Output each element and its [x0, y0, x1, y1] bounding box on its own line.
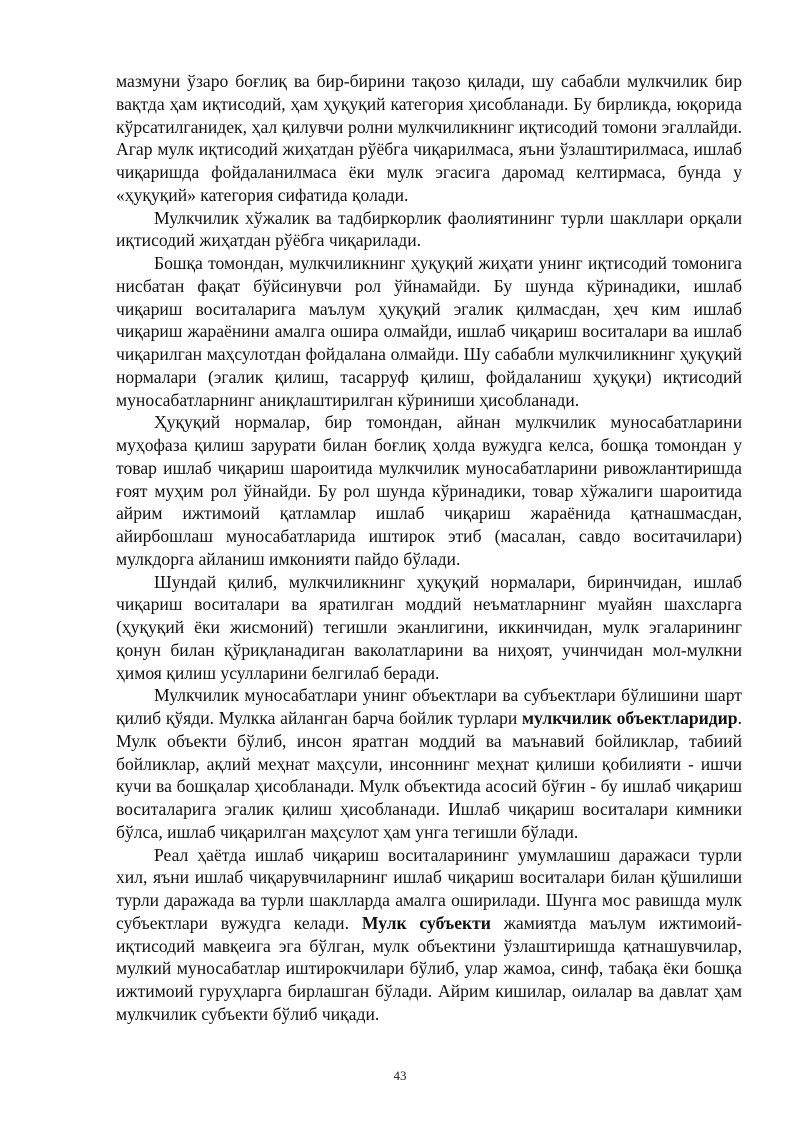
paragraph-text: Ҳуқуқий нормалар, бир томондан, айнан мулкчилик муносабатларини муҳофаза қилиш зарурати билан боғлиқ ҳолда вужудга келса, бошқа томондан у товар ишлаб чиқариш шароитида мулкчилик муносабатларини ривожлантиришда ғоят муҳим рол ўйнайди. Бу рол шунда кўринадики, товар хўжалиги шароитида айрим ижтимоий қатламлар ишлаб чиқариш жараёнида қатнашмасдан, айирбошлаш муносабатларида иштирок этиб (масалан, савдо воситачилари) мулкдорга айланиш имконияти пайдо бўлади.: [116, 412, 742, 569]
paragraph-text: Мулкчилик хўжалик ва тадбиркорлик фаолиятининг турли шакллари орқали иқтисодий жиҳатдан рўёбга чиқарилади.: [116, 207, 742, 251]
paragraph-text: мазмуни ўзаро боғлиқ ва бир-бирини тақозо қилади, шу сабабли мулкчилик бир вақтда ҳам иқтисодий, ҳам ҳуқуқий категория ҳисобланади. Бу бирликда, юқорида кўрсатилганидек, ҳал қилувчи ролни мулкчиликнинг иқтисодий томони эгаллайди. Агар мулк иқтисодий жиҳатдан рўёбга чиқарилмаса, яъни ўзлаштирилмаса, ишлаб чиқаришда фойдаланилмаса ёки мулк эгасига даромад келтирмаса, бунда у «ҳуқуқий» категория сифатида қолади.: [116, 71, 742, 205]
paragraph: [116, 70, 742, 207]
paragraph-text: Шундай қилиб, мулкчиликнинг ҳуқуқий нормалари, биринчидан, ишлаб чиқариш воситалари ва яратилган моддий неъматларнинг муайян шахсларга (ҳуқуқий ёки жисмоний) тегишли эканлигини, иккинчидан, мулк эгаларининг қонун билан қўриқланадиган ваколатларини ва ниҳоят, учинчидан мол-мулкни ҳимоя қилиш усулларини белгилаб беради.: [116, 571, 742, 683]
paragraph-text: Бошқа томондан, мулкчиликнинг ҳуқуқий жиҳати унинг иқтисодий томонига нисбатан фақат бўйсинувчи рол ўйнамайди. Бу шунда кўринадики, ишлаб чиқариш воситаларига маълум ҳуқуқий эгалик қилмасдан, ҳеч ким ишлаб чиқариш жараёнини амалга ошира олмайди, ишлаб чиқариш воситалари ва ишлаб чиқарилган маҳсулотдан фойдалана олмайди. Шу сабабли мулкчиликнинг ҳуқуқий нормалари (эгалик қилиш, тасарруф қилиш, фойдаланиш ҳуқуқи) иқтисодий муносабатларнинг аниқлаштирилган кўриниши ҳисобланади.: [116, 253, 742, 410]
paragraph: [116, 844, 742, 1026]
paragraph-text: Мулкчилик муносабатлари унинг объектлари ва субъектлари бўлишини шарт қилиб қўяди. Мулкка айланган барча бойлик турлари: [116, 685, 742, 728]
paragraph-text: . Мулк объекти бўлиб, инсон яратган моддий ва маънавий бойликлар, табиий бойликлар, ақлий меҳнат маҳсули, инсоннинг меҳнат қилиши қобилияти - ишчи кучи ва бошқалар ҳисобланади. Мулк объектида асосий бўғин - бу ишлаб чиқариш воситаларига эгалик қилиш ҳисобланади. Ишлаб чиқариш воситалари кимники бўлса, ишлаб чиқарилган маҳсулот ҳам унга тегишли бўлади.: [116, 708, 742, 842]
paragraph-text: Реал ҳаётда ишлаб чиқариш воситаларининг умумлашиш даражаси турли хил, яъни ишлаб чиқарувчиларнинг ишлаб чиқариш воситалари билан қўшилиши турли даражада ва турли шаклларда амалга оширилади. Шунга мос равишда мулк субъектлари вужудга келади.: [116, 844, 742, 933]
paragraph: [116, 207, 742, 253]
paragraph-text: жамиятда маълум ижтимоий-иқтисодий мавқеига эга бўлган, мулк объектини ўзлаштиришда қатнашувчилар, мулкий муносабатлар иштирокчилари бўлиб, улар жамоа, синф, табақа ёки бошқа ижтимоий гуруҳларга бирлашган бўлади. Айрим кишилар, оилалар ва давлат ҳам мулкчилик субъекти бўлиб чиқади.: [116, 912, 742, 1024]
bold-term-subject: Мулк субъекти: [361, 912, 491, 933]
paragraph: [116, 571, 742, 685]
page-number: 43: [393, 1068, 407, 1083]
paragraph: [116, 411, 742, 570]
paragraph: [116, 684, 742, 843]
body-text: [116, 70, 742, 1026]
bold-term-objects: мулкчилик объектларидир: [522, 708, 738, 728]
paragraph: [116, 252, 742, 411]
